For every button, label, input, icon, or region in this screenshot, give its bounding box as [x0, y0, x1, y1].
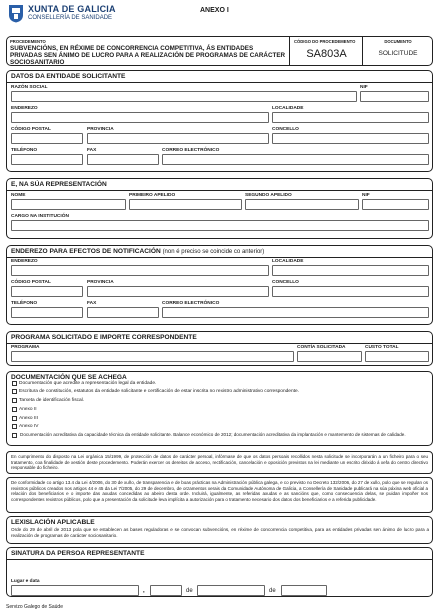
contia-label: CONTÍA SOLICITADA: [297, 345, 346, 350]
notif-fax-label: FAX: [87, 301, 97, 306]
place-date-label: Lugar e data: [11, 579, 40, 584]
xunta-emblem-icon: [8, 4, 24, 23]
razon-social-label: RAZÓN SOCIAL: [11, 85, 48, 90]
code-value: SA803A: [306, 48, 347, 60]
footer-text: Servizo Galego de Saúde: [6, 604, 63, 610]
provincia-input[interactable]: [87, 133, 269, 144]
nome-label: NOME: [11, 193, 26, 198]
procedure-label: PROCEDEMENTO: [10, 39, 46, 44]
notif-concello-label: CONCELLO: [272, 280, 299, 285]
cargo-label: CARGO NA INSTITUCIÓN: [11, 214, 69, 219]
checkbox[interactable]: [12, 381, 17, 386]
procedure-text: SUBVENCIÓNS, EN RÉXIME DE CONCORRENCIA COMPETITIVA, ÁS ENTIDADES PRIVADAS SEN ÁNIMO DE LUCRO PARA A REALIZACIÓN DE PROGRAMAS DE CARÁCTER SOCIOSANITARIO: [10, 45, 286, 67]
contia-input[interactable]: [297, 351, 362, 362]
notif-codigo-postal-label: CÓDIGO POSTAL: [11, 280, 51, 285]
telefono-label: TELÉFONO: [11, 148, 38, 153]
procedure-header: [6, 36, 433, 66]
telefono-input[interactable]: [11, 154, 83, 165]
section-title: LEXISLACIÓN APLICABLE: [11, 519, 95, 526]
checkbox[interactable]: [12, 416, 17, 421]
document-cell: [364, 37, 432, 65]
rep-nif-label: NIF: [362, 193, 370, 198]
legislation-section: [6, 516, 433, 544]
concello-input[interactable]: [272, 133, 429, 144]
doc-item[interactable]: Tarxeta de identificación fiscal.: [12, 398, 84, 404]
codigo-postal-label: CÓDIGO POSTAL: [11, 127, 51, 132]
notif-provincia-label: PROVINCIA: [87, 280, 114, 285]
checkbox[interactable]: [12, 389, 17, 394]
razon-social-input[interactable]: [11, 91, 357, 102]
place-input[interactable]: [11, 585, 139, 596]
notification-note: (non é preciso se coincide co anterior): [162, 249, 265, 255]
nome-input[interactable]: [11, 199, 126, 210]
section-title: [11, 248, 264, 255]
divider: [7, 559, 432, 560]
notif-telefono-input[interactable]: [11, 307, 83, 318]
fax-input[interactable]: [87, 154, 159, 165]
notif-codigo-postal-input[interactable]: [11, 286, 83, 297]
legislation-text: Orde do 29 de abril de 2013 pola que se establecen as bases reguladoras e se convocan subvencións, en réxime de concorrencia competitiva, para as entidades privadas sen ánimo de lucro para a realización de programas de carácter sociosanitario.: [11, 527, 429, 538]
notif-correo-label: CORREO ELECTRÓNICO: [162, 301, 220, 306]
codigo-postal-input[interactable]: [11, 133, 83, 144]
documentation-section: [6, 371, 433, 446]
section-title: PROGRAMA SOLICITADO E IMPORTE CORRESPONDENTE: [11, 334, 197, 341]
notif-concello-input[interactable]: [272, 286, 429, 297]
notif-localidade-label: LOCALIDADE: [272, 259, 304, 264]
applicant-section: [6, 70, 433, 172]
xunta-logo: [8, 4, 158, 24]
localidade-input[interactable]: [272, 112, 429, 123]
code-label: CÓDIGO DO PROCEDEMENTO: [294, 39, 356, 44]
fax-label: FAX: [87, 148, 97, 153]
section-title: E, NA SÚA REPRESENTACIÓN: [11, 181, 107, 188]
programa-input[interactable]: [11, 351, 294, 362]
checkbox[interactable]: [12, 407, 17, 412]
programa-label: PROGRAMA: [11, 345, 40, 350]
procedure-cell: [7, 37, 290, 65]
notif-provincia-input[interactable]: [87, 286, 269, 297]
signature-section: [6, 547, 433, 597]
checkbox[interactable]: [12, 398, 17, 403]
primeiro-apelido-input[interactable]: [129, 199, 242, 210]
notif-telefono-label: TELÉFONO: [11, 301, 38, 306]
doc-item[interactable]: Anexo II: [12, 407, 37, 413]
divider: [7, 257, 432, 258]
document-label: DOCUMENTO: [384, 39, 412, 44]
custo-label: CUSTO TOTAL: [365, 345, 399, 350]
divider: [7, 190, 432, 191]
comma-separator: ,: [143, 588, 145, 594]
document-value: SOLICITUDE: [378, 50, 418, 57]
enderezo-input[interactable]: [11, 112, 269, 123]
de-separator: de: [186, 588, 193, 594]
notif-fax-input[interactable]: [87, 307, 159, 318]
checkbox[interactable]: [12, 433, 17, 438]
section-title: DOCUMENTACIÓN QUE SE ACHEGA: [11, 374, 127, 381]
logo-title: XUNTA DE GALICIA: [28, 4, 116, 14]
doc-item[interactable]: Anexo IV: [12, 424, 38, 430]
divider: [7, 82, 432, 83]
primeiro-apelido-label: PRIMEIRO APELIDO: [129, 193, 176, 198]
notif-enderezo-label: ENDEREZO: [11, 259, 38, 264]
notification-section: [6, 245, 433, 325]
month-input[interactable]: [197, 585, 265, 596]
notif-localidade-input[interactable]: [272, 265, 429, 276]
notification-title: ENDEREZO PARA EFECTOS DE NOTIFICACIÓN: [11, 248, 161, 255]
transparency-notice: De conformidade co artigo 13.4 da Lei 4/2006, do 30 de xuño, de transparencia e de boas prácticas na Administración pública galega, e co previsto no Decreto 132/2006, do 27 de xullo, polo que se regulan os rexistros públicos creados nos artigos 44 e 45 da Lei 7/2005, do 29 de decembro, de orzamentos xerais da Comunidade Autónoma de Galicia, a Consellería de Sanidade publicará na súa páxina web oficial a relación dos beneficiarios e o importe das axudas concedidas ao abeiro desta orde. Incluirá, igualmente, as referidas axudas e as sancións que, como consecuencia delas, se puidan impoñer nos correspondentes rexistros públicos, polo que a presentación da solicitude leva implícita a autorización para o tratamento necesario dos datos dos beneficiarios e a referida publicidade.: [6, 477, 433, 513]
notif-enderezo-input[interactable]: [11, 265, 269, 276]
correo-label: CORREO ELECTRÓNICO: [162, 148, 220, 153]
divider: [7, 343, 432, 344]
section-title: DATOS DA ENTIDADE SOLICITANTE: [11, 73, 126, 80]
localidade-label: LOCALIDADE: [272, 106, 304, 111]
code-cell: [291, 37, 363, 65]
rep-nif-input[interactable]: [362, 199, 429, 210]
annex-label: ANEXO I: [200, 7, 229, 14]
concello-label: CONCELLO: [272, 127, 299, 132]
program-section: [6, 331, 433, 366]
doc-item[interactable]: Documentación acreditativa da capacidade técnica da entidade solicitante. Balance económico de 2012; documentación acreditativa da implantación e mantemento de sistemas de calidade.: [12, 432, 430, 437]
representative-section: [6, 178, 433, 239]
notif-correo-input[interactable]: [162, 307, 429, 318]
segundo-apelido-label: SEGUNDO APELIDO: [245, 193, 292, 198]
custo-input[interactable]: [365, 351, 429, 362]
doc-item[interactable]: Documentación que acredite a representación legal da entidade.: [12, 381, 156, 387]
provincia-label: PROVINCIA: [87, 127, 114, 132]
doc-item[interactable]: Escritura de constitución, estatutos da entidade solicitante e certificación de estar inscrita no rexistro administrativo correspondente.: [12, 389, 299, 395]
correo-input[interactable]: [162, 154, 429, 165]
section-title: SINATURA DA PERSOA REPRESENTANTE: [11, 550, 145, 557]
cargo-input[interactable]: [11, 220, 429, 231]
de-separator: de: [269, 588, 276, 594]
segundo-apelido-input[interactable]: [245, 199, 359, 210]
privacy-notice: En cumprimento do disposto na Lei orgánica 15/1999, de protección de datos de carácter persoal, infórmase de que os datos persoais recollidos nesta solicitude se incorporarán a un ficheiro para o seu tratamento, coa finalidade de xestión deste procedemento. Poderán exercer os dereitos de acceso, rectificación, cancelación e oposición previstos na lei mediante un escrito dirixido á xefa do centro directivo responsable do ficheiro.: [6, 451, 433, 474]
year-input[interactable]: [281, 585, 327, 596]
enderezo-label: ENDEREZO: [11, 106, 38, 111]
nif-label: NIF: [360, 85, 368, 90]
doc-item[interactable]: Anexo III: [12, 416, 38, 422]
checkbox[interactable]: [12, 424, 17, 429]
nif-input[interactable]: [360, 91, 429, 102]
day-input[interactable]: [150, 585, 182, 596]
logo-subtitle: CONSELLERÍA DE SANIDADE: [28, 15, 113, 21]
